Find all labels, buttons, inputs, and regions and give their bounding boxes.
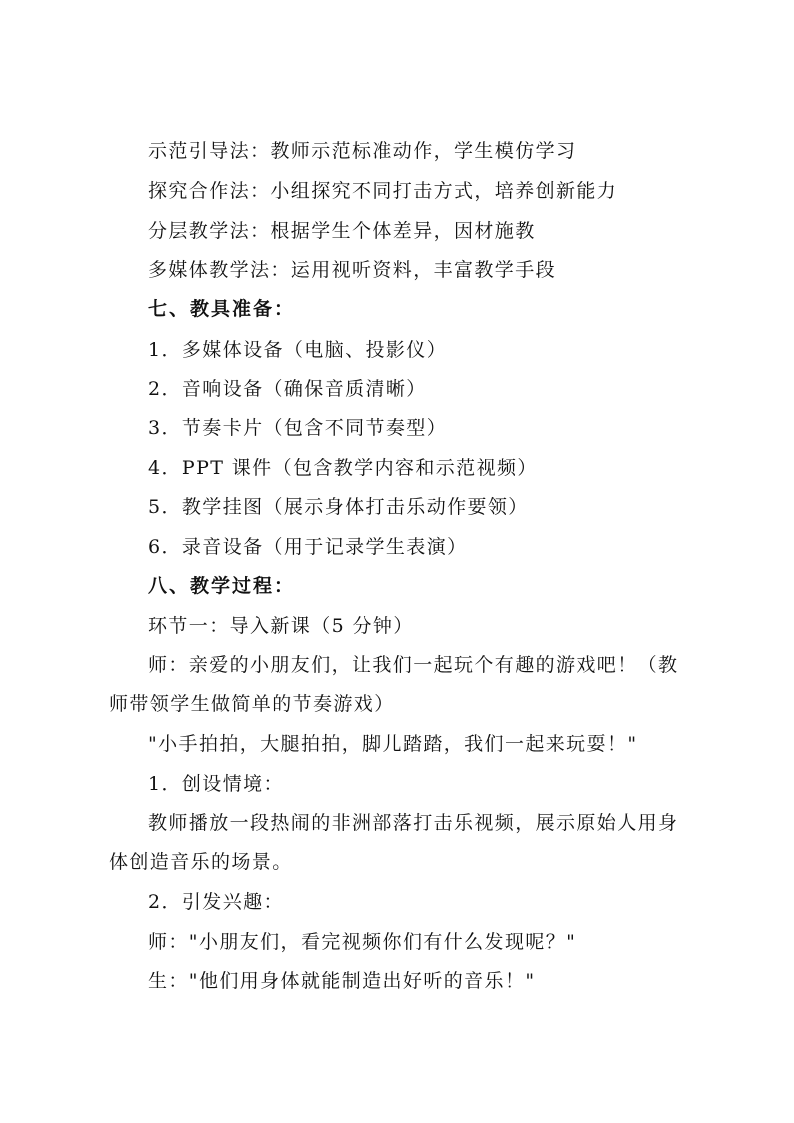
teaching-aid-item: 1．多媒体设备（电脑、投影仪）: [148, 339, 448, 361]
teaching-aid-item: 6．录音设备（用于记录学生表演）: [148, 536, 468, 558]
rhythm-chant: "小手拍拍，大腿拍拍，脚儿踏踏，我们一起来玩耍！": [148, 733, 638, 755]
section-8-heading: 八、教学过程：: [148, 575, 296, 597]
teaching-aid-item: 2．音响设备（确保音质清晰）: [148, 378, 427, 400]
teacher-intro-line-2: 师带领学生做简单的节奏游戏）: [109, 693, 395, 715]
teaching-aid-item: 5．教学挂图（展示身体打击乐动作要领）: [148, 496, 529, 518]
section-7-heading: 七、教具准备：: [148, 298, 296, 320]
method-multimedia: 多媒体教学法：运用视听资料，丰富教学手段: [148, 259, 557, 281]
teacher-intro-line-1: 师：亲爱的小朋友们，让我们一起玩个有趣的游戏吧！（教: [148, 654, 679, 676]
method-layered-teaching: 分层教学法：根据学生个体差异，因材施教: [148, 220, 536, 242]
method-inquiry-cooperation: 探究合作法：小组探究不同打击方式，培养创新能力: [148, 180, 618, 202]
method-demonstration: 示范引导法：教师示范标准动作，学生模仿学习: [148, 140, 577, 162]
teaching-aid-item: 4．PPT 课件（包含教学内容和示范视频）: [148, 457, 538, 479]
teaching-aid-item: 3．节奏卡片（包含不同节奏型）: [148, 417, 448, 439]
sub-step-1-text-line-2: 体创造音乐的场景。: [109, 851, 293, 873]
teacher-question: 师："小朋友们，看完视频你们有什么发现呢？": [148, 931, 577, 953]
sub-step-2-title: 2．引发兴趣：: [148, 891, 284, 913]
step-1-title: 环节一：导入新课（5 分钟）: [148, 615, 414, 637]
sub-step-1-text-line-1: 教师播放一段热闹的非洲部落打击乐视频，展示原始人用身: [148, 812, 679, 834]
student-answer: 生："他们用身体就能制造出好听的音乐！": [148, 970, 536, 992]
sub-step-1-title: 1．创设情境：: [148, 773, 284, 795]
